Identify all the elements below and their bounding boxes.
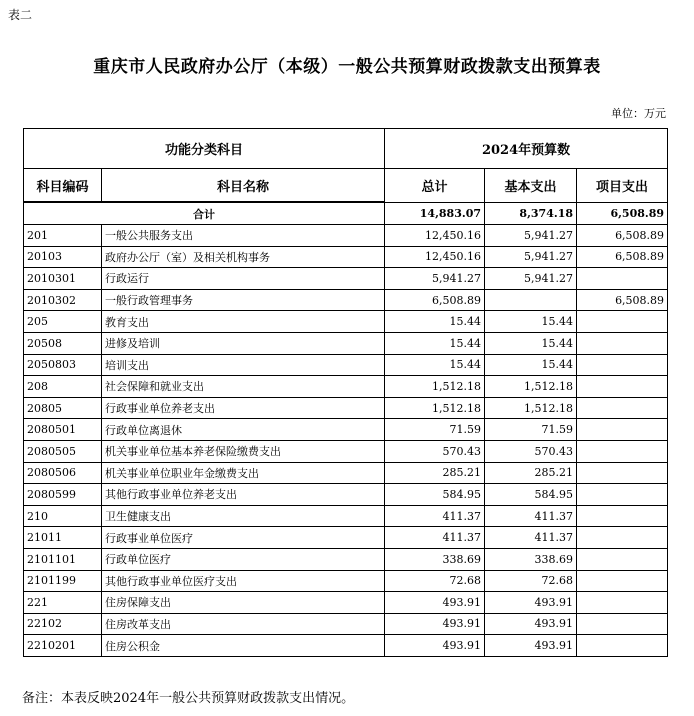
table-row (24, 311, 668, 333)
cell-basic (485, 289, 577, 311)
cell-code: 210 (24, 505, 102, 527)
cell-project: 6,508.89 (577, 225, 668, 247)
cell-project (577, 613, 668, 635)
header-budget-2024: 2024年预算数 (385, 129, 668, 169)
page-title: 重庆市人民政府办公厅（本级）一般公共预算财政拨款支出预算表 (93, 57, 601, 77)
cell-total: 15.44 (385, 332, 485, 354)
total-row (24, 202, 668, 225)
header-row-1 (24, 129, 668, 169)
table-row (24, 548, 668, 570)
cell-basic: 570.43 (485, 440, 577, 462)
cell-project (577, 268, 668, 290)
cell-project (577, 527, 668, 549)
cell-project (577, 376, 668, 398)
cell-project (577, 635, 668, 657)
header-functional-classification: 功能分类科目 (24, 129, 385, 169)
table-body (24, 202, 668, 656)
cell-code: 208 (24, 376, 102, 398)
cell-total: 411.37 (385, 505, 485, 527)
cell-total: 570.43 (385, 440, 485, 462)
cell-name: 进修及培训 (102, 332, 385, 354)
cell-name: 行政运行 (102, 268, 385, 290)
cell-basic: 285.21 (485, 462, 577, 484)
cell-project (577, 592, 668, 614)
cell-total: 1,512.18 (385, 376, 485, 398)
cell-code: 2101199 (24, 570, 102, 592)
cell-name: 政府办公厅（室）及相关机构事务 (102, 246, 385, 268)
cell-project (577, 505, 668, 527)
cell-code: 201 (24, 225, 102, 247)
header-code: 科目编码 (24, 169, 102, 203)
cell-name: 社会保障和就业支出 (102, 376, 385, 398)
cell-total: 5,941.27 (385, 268, 485, 290)
table-row (24, 397, 668, 419)
cell-project (577, 440, 668, 462)
cell-project (577, 397, 668, 419)
cell-name: 行政事业单位养老支出 (102, 397, 385, 419)
cell-basic: 411.37 (485, 527, 577, 549)
cell-code: 2050803 (24, 354, 102, 376)
cell-code: 20508 (24, 332, 102, 354)
cell-total: 15.44 (385, 311, 485, 333)
table-row (24, 570, 668, 592)
cell-project (577, 570, 668, 592)
cell-total: 584.95 (385, 484, 485, 506)
cell-total: 71.59 (385, 419, 485, 441)
cell-code: 2080506 (24, 462, 102, 484)
cell-total: 1,512.18 (385, 397, 485, 419)
table-row (24, 289, 668, 311)
cell-code: 22102 (24, 613, 102, 635)
cell-code: 2080599 (24, 484, 102, 506)
header-basic: 基本支出 (485, 169, 577, 203)
cell-code: 221 (24, 592, 102, 614)
cell-code: 21011 (24, 527, 102, 549)
cell-project (577, 311, 668, 333)
cell-total: 72.68 (385, 570, 485, 592)
cell-name: 住房改革支出 (102, 613, 385, 635)
total-label: 合计 (24, 202, 385, 225)
cell-basic: 15.44 (485, 311, 577, 333)
header-total: 总计 (385, 169, 485, 203)
table-row (24, 592, 668, 614)
cell-code: 2010302 (24, 289, 102, 311)
footnote: 备注：本表反映2024年一般公共预算财政拨款支出情况。 (22, 691, 355, 706)
cell-basic: 71.59 (485, 419, 577, 441)
cell-name: 行政单位医疗 (102, 548, 385, 570)
cell-code: 2080505 (24, 440, 102, 462)
total-basic: 8,374.18 (485, 202, 577, 225)
cell-project: 6,508.89 (577, 246, 668, 268)
cell-basic: 338.69 (485, 548, 577, 570)
cell-basic: 1,512.18 (485, 397, 577, 419)
table-row (24, 505, 668, 527)
cell-basic: 493.91 (485, 635, 577, 657)
cell-name: 住房公积金 (102, 635, 385, 657)
cell-code: 2010301 (24, 268, 102, 290)
table-row (24, 268, 668, 290)
table-row (24, 332, 668, 354)
cell-basic: 411.37 (485, 505, 577, 527)
cell-name: 机关事业单位职业年金缴费支出 (102, 462, 385, 484)
table-row (24, 376, 668, 398)
cell-name: 卫生健康支出 (102, 505, 385, 527)
cell-project (577, 354, 668, 376)
table-row (24, 354, 668, 376)
cell-total: 493.91 (385, 592, 485, 614)
cell-code: 20103 (24, 246, 102, 268)
cell-name: 住房保障支出 (102, 592, 385, 614)
cell-total: 338.69 (385, 548, 485, 570)
cell-basic: 493.91 (485, 613, 577, 635)
cell-code: 2101101 (24, 548, 102, 570)
cell-basic: 5,941.27 (485, 268, 577, 290)
cell-basic: 15.44 (485, 354, 577, 376)
cell-project (577, 548, 668, 570)
cell-project: 6,508.89 (577, 289, 668, 311)
cell-total: 411.37 (385, 527, 485, 549)
table-number-label: 表二 (8, 8, 33, 22)
cell-total: 493.91 (385, 613, 485, 635)
cell-code: 20805 (24, 397, 102, 419)
table-row (24, 635, 668, 657)
cell-total: 285.21 (385, 462, 485, 484)
cell-name: 机关事业单位基本养老保险缴费支出 (102, 440, 385, 462)
cell-name: 一般公共服务支出 (102, 225, 385, 247)
cell-total: 6,508.89 (385, 289, 485, 311)
table-row (24, 246, 668, 268)
table-row (24, 484, 668, 506)
cell-total: 493.91 (385, 635, 485, 657)
budget-table (23, 128, 668, 657)
cell-total: 15.44 (385, 354, 485, 376)
cell-name: 其他行政事业单位养老支出 (102, 484, 385, 506)
table-row (24, 440, 668, 462)
cell-code: 205 (24, 311, 102, 333)
cell-project (577, 484, 668, 506)
cell-basic: 72.68 (485, 570, 577, 592)
cell-name: 其他行政事业单位医疗支出 (102, 570, 385, 592)
header-project: 项目支出 (577, 169, 668, 203)
header-name: 科目名称 (102, 169, 385, 203)
table-row (24, 462, 668, 484)
cell-code: 2080501 (24, 419, 102, 441)
cell-code: 2210201 (24, 635, 102, 657)
cell-basic: 493.91 (485, 592, 577, 614)
total-amount: 14,883.07 (385, 202, 485, 225)
cell-project (577, 332, 668, 354)
cell-basic: 584.95 (485, 484, 577, 506)
cell-project (577, 419, 668, 441)
cell-basic: 1,512.18 (485, 376, 577, 398)
table-row (24, 225, 668, 247)
cell-basic: 5,941.27 (485, 246, 577, 268)
total-project: 6,508.89 (577, 202, 668, 225)
cell-name: 行政事业单位医疗 (102, 527, 385, 549)
header-row-2 (24, 169, 668, 203)
cell-total: 12,450.16 (385, 225, 485, 247)
cell-name: 教育支出 (102, 311, 385, 333)
cell-name: 一般行政管理事务 (102, 289, 385, 311)
cell-total: 12,450.16 (385, 246, 485, 268)
table-row (24, 527, 668, 549)
cell-project (577, 462, 668, 484)
cell-basic: 15.44 (485, 332, 577, 354)
cell-name: 培训支出 (102, 354, 385, 376)
cell-name: 行政单位离退休 (102, 419, 385, 441)
unit-label: 单位：万元 (611, 107, 666, 120)
table-row (24, 419, 668, 441)
table-row (24, 613, 668, 635)
cell-basic: 5,941.27 (485, 225, 577, 247)
